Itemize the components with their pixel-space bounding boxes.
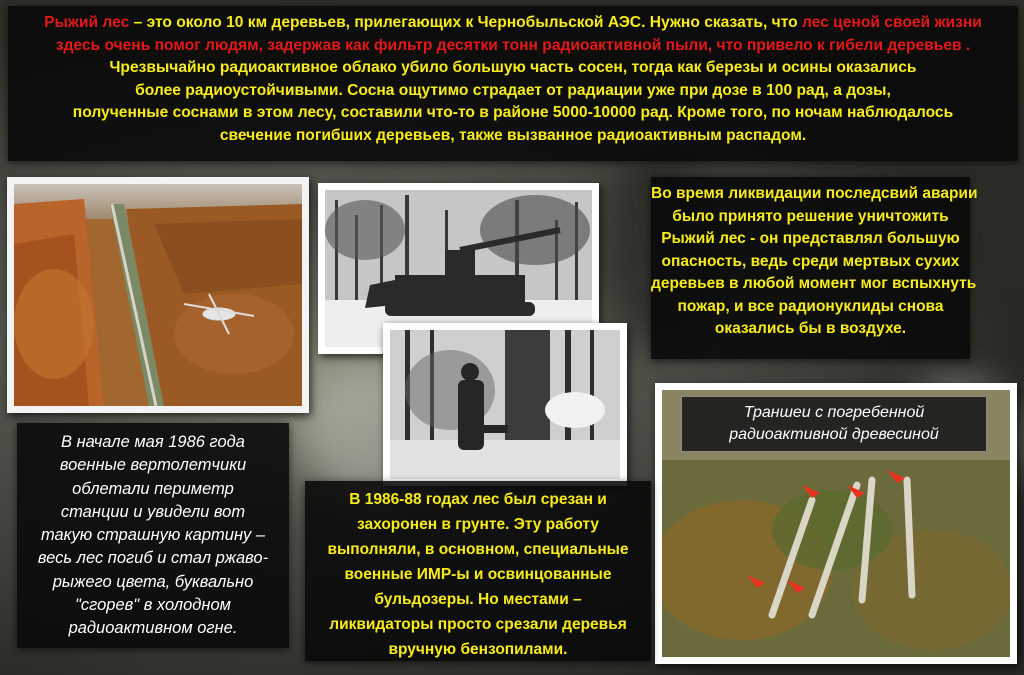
story-line: облетали периметр [72,479,234,498]
burial-line: вручную бензопилами. [388,641,568,658]
story-line: "сгорев" в холодном [75,596,231,615]
helicopter-story-panel [17,423,289,648]
liquidation-line: Во время ликвидации последсвий аварии [651,185,978,202]
story-line: такую страшную картину – [40,526,266,545]
trenches-caption [681,396,987,452]
burial-line: ликвидаторы просто срезали деревья [329,616,627,633]
burial-line: выполняли, в основном, специальные [327,541,629,558]
liquidator-photo [383,323,627,486]
liquidation-line: оказались бы в воздухе. [714,320,907,337]
story-line: станции и увидели вот [60,502,246,521]
story-line: рыжего цвета, буквально [52,572,254,591]
intro-text-panel [8,6,1018,161]
intro-line: полученные соснами в этом лесу, составили что-то в районе 5000-10000 рад. Кроме того, по ночам наблюдалось [72,104,954,122]
liquidation-line: было принято решение уничтожить [672,207,949,225]
burial-line: военные ИМР-ы и освинцованные [344,566,612,583]
intro-text: – это около 10 км деревьев, прилегающих к Чернобыльской АЭС. Нужно сказать, что [129,14,802,31]
caption-line: радиоактивной древесиной [729,426,939,443]
story-line: В начале мая 1986 года [61,433,245,451]
aerial-forest-photo [7,177,309,413]
burial-line: В 1986-88 годах лес был срезан и [349,491,607,508]
red-forest-term: Рыжий лес [44,14,130,31]
intro-line: свечение погибших деревьев, также вызванное радиоактивным распадом. [219,126,807,144]
liquidation-line: Рыжий лес - он представлял большую [661,230,960,247]
intro-highlight: лес ценой своей жизни [801,14,982,31]
liquidation-line: деревьев в любой момент мог вспыхнуть [651,275,977,292]
intro-highlight-line: здесь очень помог людям, задержав как фильтр десятки тонн радиоактивной пыли, что привело к гибели деревьев . [55,36,971,54]
burial-line: захоронен в грунте. Эту работу [356,516,600,533]
story-line: военные вертолетчики [59,456,247,475]
intro-line: более радиоустойчивыми. Сосна ощутимо страдает от радиации уже при дозе в 100 рад, а дозы, [135,81,891,99]
story-line: радиоактивном огне. [68,619,238,638]
intro-line: Чрезвычайно радиоактивное облако убило большую часть сосен, тогда как березы и осины оказались [109,59,917,77]
burial-text-panel [305,481,651,661]
burial-line: бульдозеры. Но местами – [374,591,582,608]
liquidation-line: пожар, и все радионуклиды снова [677,297,944,315]
story-line: весь лес погиб и стал ржаво- [37,549,269,568]
liquidation-line: опасность, ведь среди мертвых сухих [661,252,960,270]
caption-line: Траншеи с погребенной [743,404,925,421]
liquidation-text-panel [651,177,978,359]
